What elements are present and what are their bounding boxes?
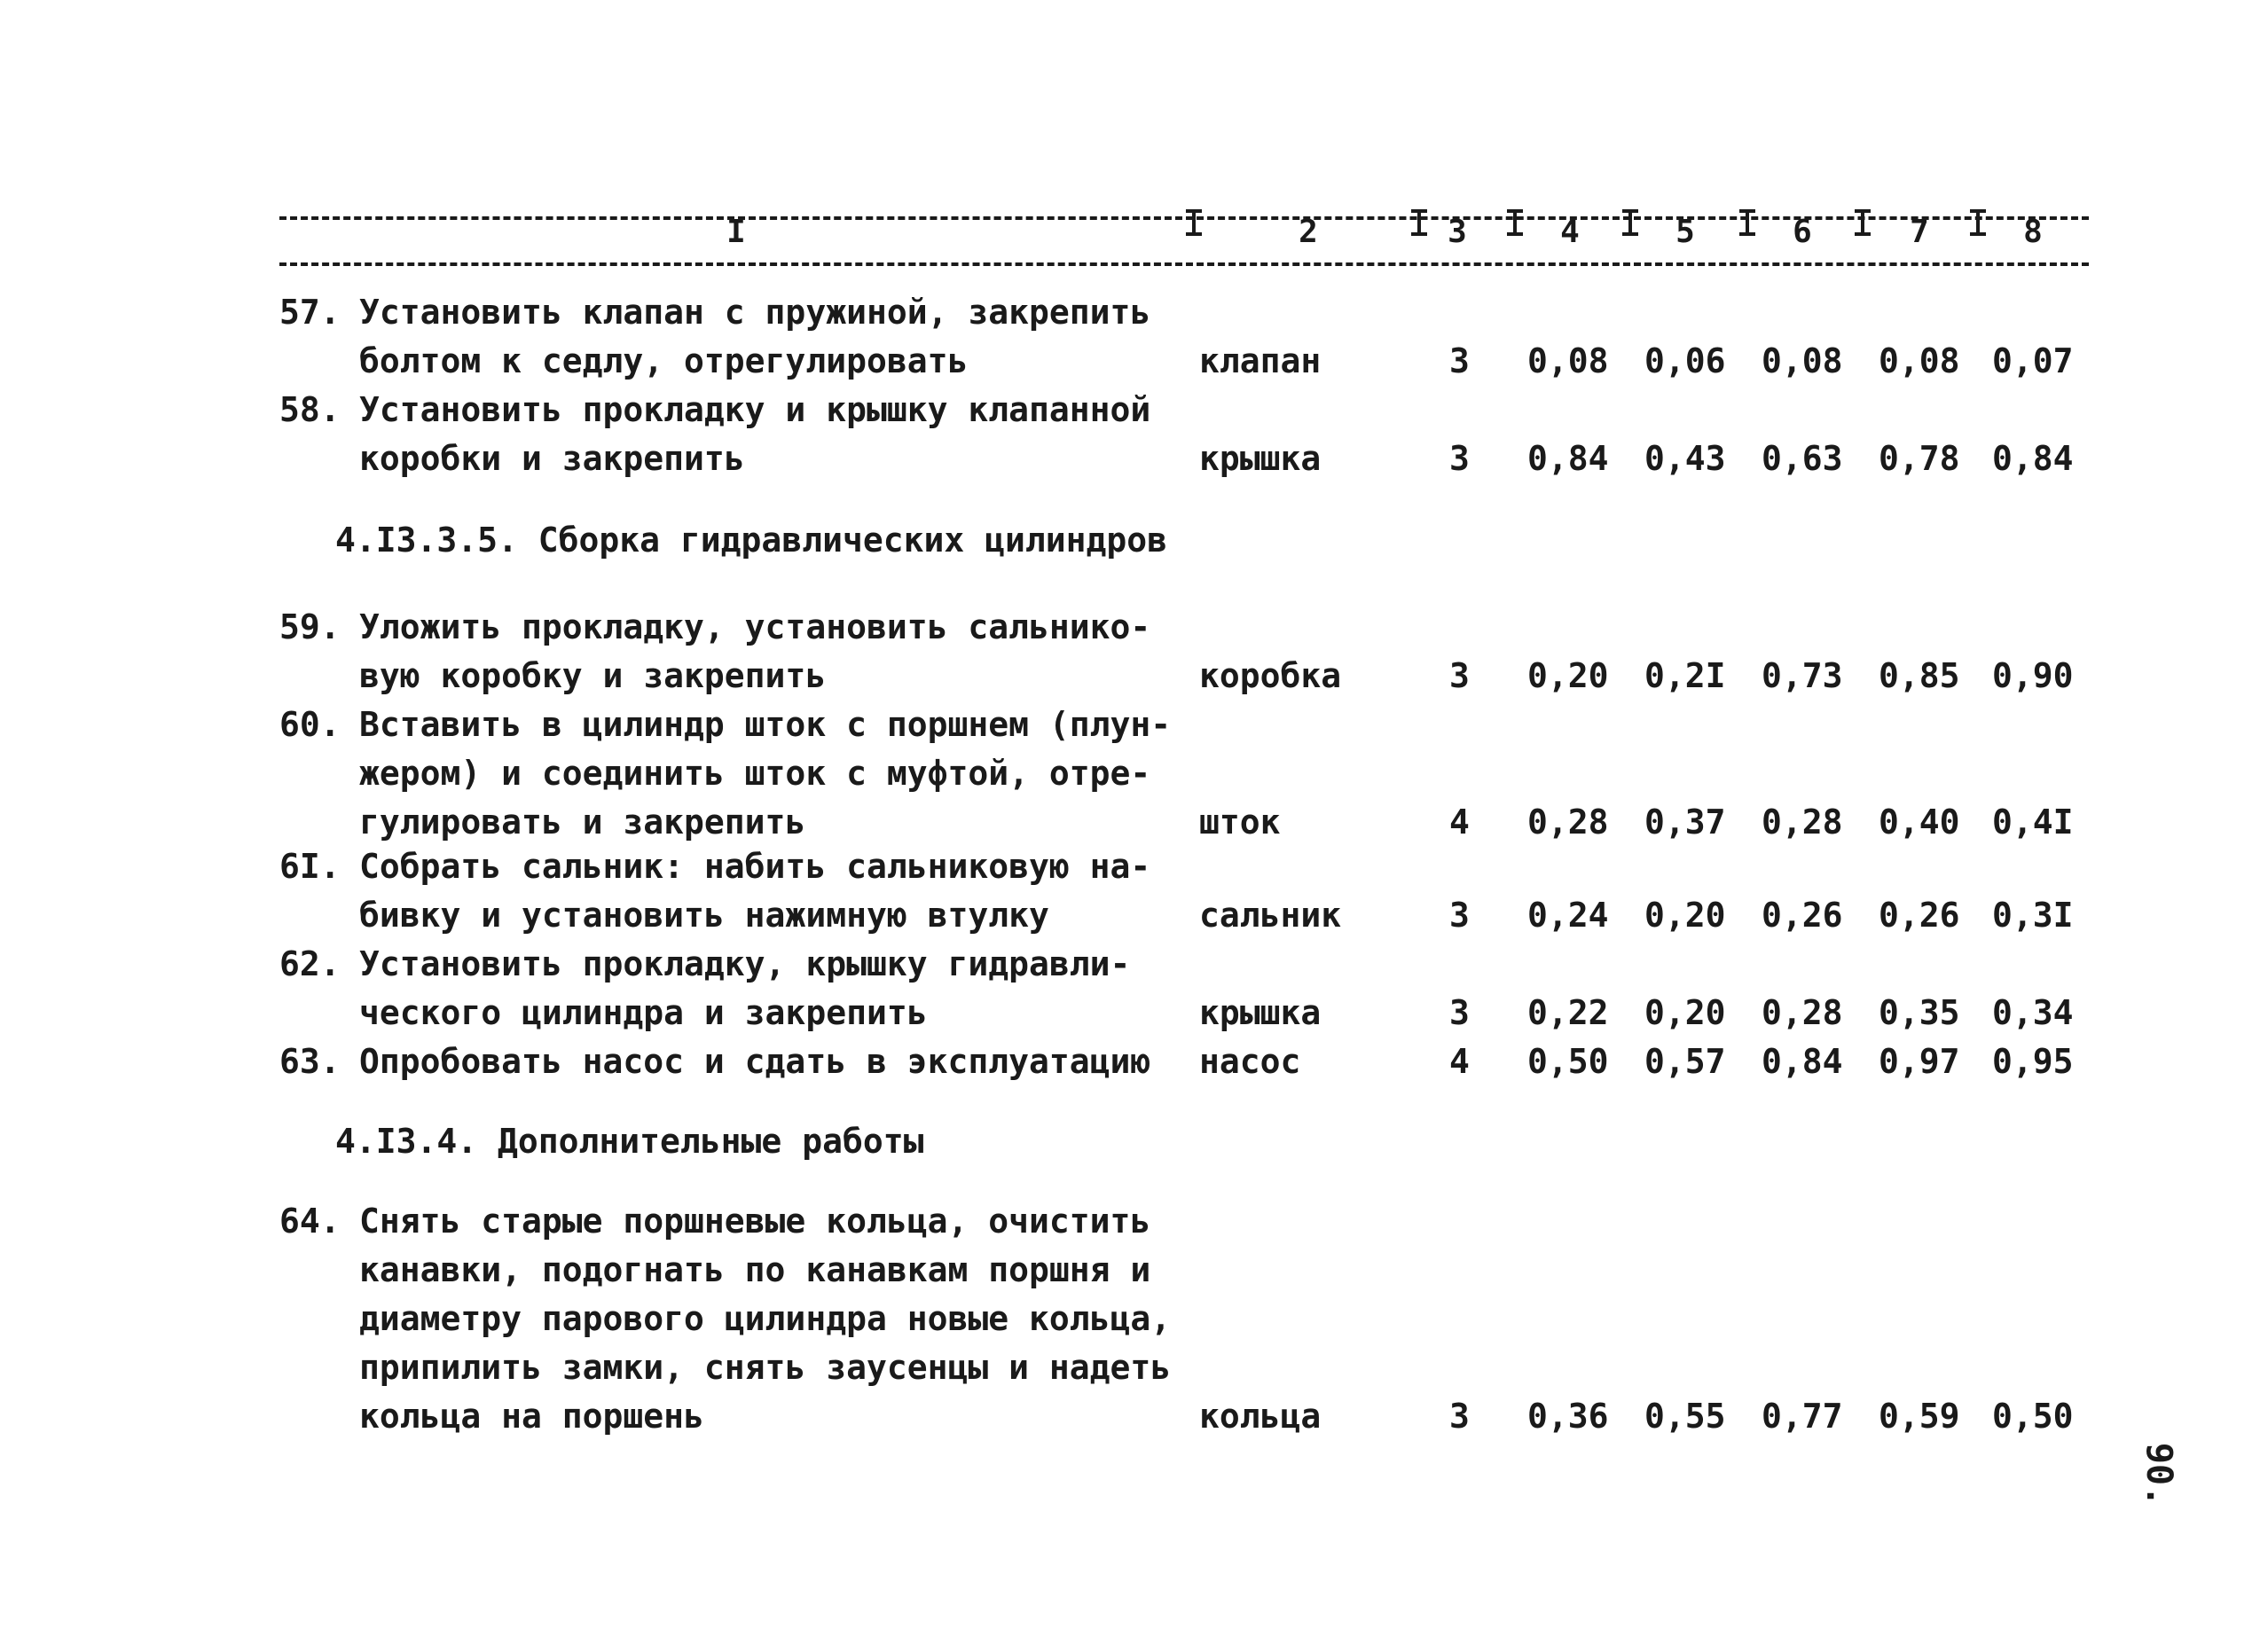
- row-value-c8: 0,90: [1992, 656, 2074, 695]
- row-description-line: коробки и закрепить: [359, 439, 745, 478]
- row-description-line: гулировать и закрепить: [359, 803, 806, 842]
- row-value-c7: 0,08: [1879, 341, 1960, 380]
- row-value-c8: 0,50: [1992, 1397, 2074, 1436]
- column-separator: [1192, 209, 1196, 236]
- row-value-c8: 0,07: [1992, 341, 2074, 380]
- table-header: [0, 202, 2260, 264]
- row-number: 58.: [279, 390, 341, 429]
- column-separator: [1976, 209, 1980, 236]
- row-value-c6: 0,28: [1762, 993, 1843, 1032]
- row-value-c8: 0,95: [1992, 1042, 2074, 1081]
- column-header-6: 6: [1793, 214, 1812, 250]
- row-description-line: ческого цилиндра и закрепить: [359, 993, 928, 1032]
- row-col3: 3: [1449, 656, 1470, 695]
- column-header-1: I: [726, 214, 746, 250]
- row-col3: 3: [1449, 1397, 1470, 1436]
- column-header-7: 7: [1910, 214, 1929, 250]
- row-value-c7: 0,35: [1879, 993, 1960, 1032]
- section-heading: 4.I3.3.5. Сборка гидравлических цилиндров: [335, 521, 1167, 560]
- row-col3: 3: [1449, 993, 1470, 1032]
- column-header-3: 3: [1448, 214, 1467, 250]
- row-value-c5: 0,2I: [1644, 656, 1726, 695]
- page-number: 90.: [2138, 1442, 2180, 1507]
- row-value-c5: 0,55: [1644, 1397, 1726, 1436]
- row-unit: сальник: [1199, 896, 1342, 935]
- row-description-line: Уложить прокладку, установить сальнико-: [359, 607, 1151, 646]
- row-value-c6: 0,26: [1762, 896, 1843, 935]
- row-description-line: Установить прокладку и крышку клапанной: [359, 390, 1151, 429]
- row-value-c4: 0,50: [1527, 1042, 1609, 1081]
- row-value-c8: 0,84: [1992, 439, 2074, 478]
- row-unit: коробка: [1199, 656, 1342, 695]
- row-col3: 3: [1449, 439, 1470, 478]
- row-value-c8: 0,34: [1992, 993, 2074, 1032]
- row-value-c4: 0,28: [1527, 803, 1609, 842]
- row-col3: 4: [1449, 1042, 1470, 1081]
- row-number: 64.: [279, 1202, 341, 1241]
- row-value-c6: 0,84: [1762, 1042, 1843, 1081]
- row-number: 57.: [279, 293, 341, 332]
- column-header-4: 4: [1560, 214, 1580, 250]
- row-col3: 4: [1449, 803, 1470, 842]
- row-value-c7: 0,97: [1879, 1042, 1960, 1081]
- row-number: 60.: [279, 705, 341, 744]
- column-separator: [1746, 209, 1749, 236]
- row-value-c6: 0,73: [1762, 656, 1843, 695]
- row-value-c4: 0,22: [1527, 993, 1609, 1032]
- row-value-c4: 0,36: [1527, 1397, 1609, 1436]
- row-col3: 3: [1449, 896, 1470, 935]
- row-value-c7: 0,40: [1879, 803, 1960, 842]
- column-header-8: 8: [2023, 214, 2043, 250]
- row-value-c5: 0,20: [1644, 993, 1726, 1032]
- row-col3: 3: [1449, 341, 1470, 380]
- row-value-c5: 0,20: [1644, 896, 1726, 935]
- row-value-c6: 0,77: [1762, 1397, 1843, 1436]
- row-description-line: Собрать сальник: набить сальниковую на-: [359, 847, 1151, 886]
- column-header-2: 2: [1299, 214, 1318, 250]
- row-value-c6: 0,28: [1762, 803, 1843, 842]
- column-separator: [1628, 209, 1632, 236]
- row-description-line: Снять старые поршневые кольца, очистить: [359, 1202, 1151, 1241]
- row-description-line: Опробовать насос и сдать в эксплуатацию: [359, 1042, 1151, 1081]
- row-value-c8: 0,4I: [1992, 803, 2074, 842]
- row-unit: крышка: [1199, 439, 1322, 478]
- row-number: 63.: [279, 1042, 341, 1081]
- row-number: 59.: [279, 607, 341, 646]
- row-description-line: бивку и установить нажимную втулку: [359, 896, 1049, 935]
- row-value-c5: 0,43: [1644, 439, 1726, 478]
- row-unit: кольца: [1199, 1397, 1322, 1436]
- row-value-c7: 0,85: [1879, 656, 1960, 695]
- row-unit: крышка: [1199, 993, 1322, 1032]
- section-heading: 4.I3.4. Дополнительные работы: [335, 1122, 924, 1161]
- column-separator: [1417, 209, 1421, 236]
- row-value-c7: 0,78: [1879, 439, 1960, 478]
- row-unit: шток: [1199, 803, 1281, 842]
- row-description-line: вую коробку и закрепить: [359, 656, 827, 695]
- row-description-line: Установить клапан с пружиной, закрепить: [359, 293, 1151, 332]
- column-separator: [1513, 209, 1517, 236]
- row-value-c4: 0,24: [1527, 896, 1609, 935]
- row-description-line: болтом к седлу, отрегулировать: [359, 341, 969, 380]
- row-value-c4: 0,84: [1527, 439, 1609, 478]
- row-description-line: припилить замки, снять заусенцы и надеть: [359, 1348, 1172, 1387]
- row-value-c4: 0,08: [1527, 341, 1609, 380]
- row-value-c6: 0,08: [1762, 341, 1843, 380]
- row-value-c8: 0,3I: [1992, 896, 2074, 935]
- row-value-c7: 0,59: [1879, 1397, 1960, 1436]
- row-value-c6: 0,63: [1762, 439, 1843, 478]
- row-description-line: жером) и соединить шток с муфтой, отре-: [359, 754, 1151, 793]
- row-unit: клапан: [1199, 341, 1322, 380]
- row-value-c5: 0,37: [1644, 803, 1726, 842]
- row-value-c4: 0,20: [1527, 656, 1609, 695]
- column-separator: [1861, 209, 1864, 236]
- row-value-c7: 0,26: [1879, 896, 1960, 935]
- row-number: 6I.: [279, 847, 341, 886]
- row-description-line: Установить прокладку, крышку гидравли-: [359, 944, 1131, 983]
- row-value-c5: 0,06: [1644, 341, 1726, 380]
- column-header-5: 5: [1675, 214, 1695, 250]
- row-number: 62.: [279, 944, 341, 983]
- row-unit: насос: [1199, 1042, 1301, 1081]
- row-description-line: Вставить в цилиндр шток с поршнем (плун-: [359, 705, 1172, 744]
- row-description-line: канавки, подогнать по канавкам поршня и: [359, 1250, 1151, 1289]
- row-value-c5: 0,57: [1644, 1042, 1726, 1081]
- row-description-line: диаметру парового цилиндра новые кольца,: [359, 1299, 1172, 1338]
- row-description-line: кольца на поршень: [359, 1397, 704, 1436]
